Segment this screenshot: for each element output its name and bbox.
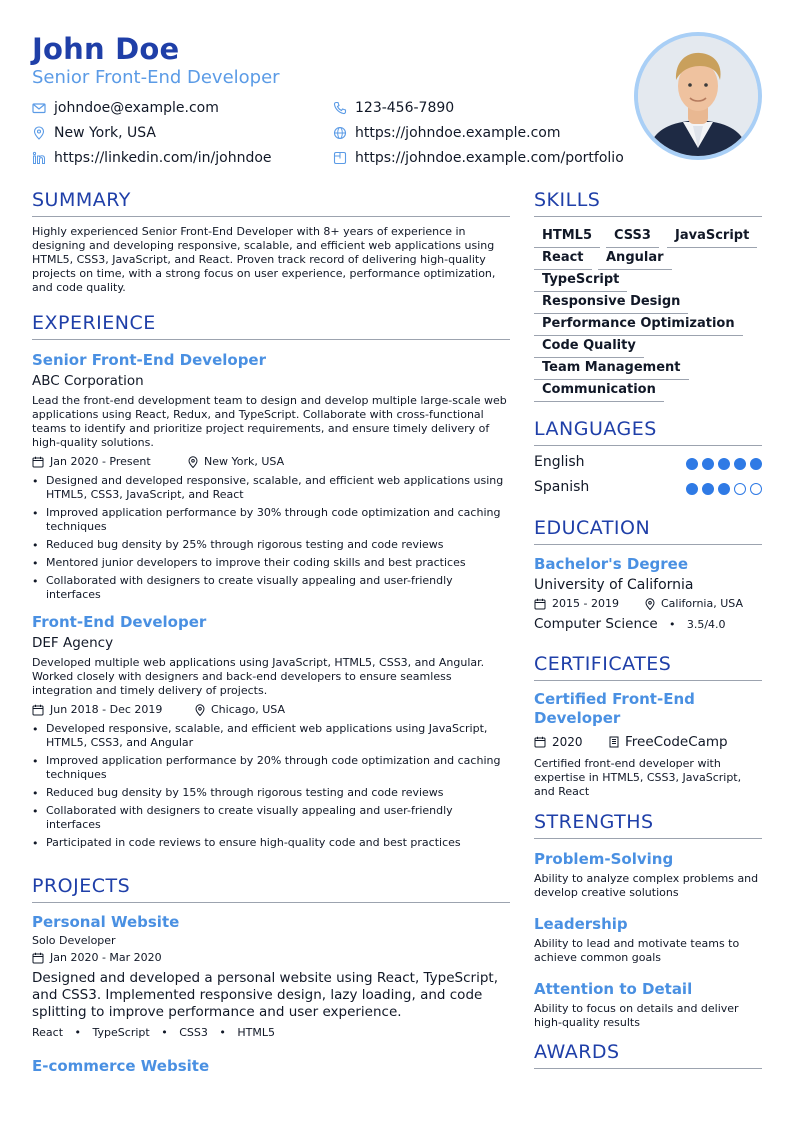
portfolio-icon [333,151,347,165]
strength-text: Ability to lead and motivate teams to achieve common goals [534,937,740,964]
job-meta [32,702,510,718]
job-title: Senior Front-End Developer [32,351,267,369]
level-dot-filled [718,458,730,470]
avatar-portrait-icon [638,36,758,156]
list-item: • Reduced bug density by 25% through rigorous testing and code reviews [32,538,510,552]
language-item [534,454,762,479]
certificate-year: 2020 [552,735,583,749]
certificate-title: Certified Front-End Developer [534,690,695,727]
strengths-section [534,810,762,1030]
linkedin-text: https://linkedin.com/in/johndoe [54,150,272,166]
summary-heading: SUMMARY [32,188,510,217]
summary-text: Highly experienced Senior Front-End Developer with 8+ years of experience in designing and developing responsive, scalable, and efficient web applications using HTML5, CSS3, JavaScript, and React. Proven track record of delivering high-quality projects on time, with a strong focus on user experience, performance optimization, and code quality. [32,225,496,294]
languages-section [534,417,762,504]
certificates-heading: CERTIFICATES [534,652,762,681]
languages-list [534,454,762,504]
skill-tag: React [534,248,592,270]
language-name: Spanish [534,479,590,495]
project-title: Personal Website [32,913,180,931]
tech-tag: React [32,1026,64,1039]
phone-icon [333,101,347,115]
calendar-icon [32,952,44,964]
strength-item [534,914,762,965]
skills-list [534,226,762,402]
portfolio-text: https://johndoe.example.com/portfolio [355,150,624,166]
location-pin-icon [32,126,46,140]
job-entry [32,612,510,850]
resume-header [32,32,632,166]
calendar-icon [534,736,546,748]
skill-tag: JavaScript [667,226,757,248]
list-item: • Participated in code reviews to ensure high-quality code and best practices [32,836,510,850]
certificate-entry [534,690,762,799]
job-meta [32,454,510,470]
education-field-row [534,615,762,633]
list-item: • Designed and developed responsive, scalable, and efficient web applications using HTML5, CSS3, JavaScript, and React [32,474,510,502]
language-item [534,479,762,504]
awards-section [534,1040,762,1069]
job-dates: Jun 2018 - Dec 2019 [50,703,163,716]
strength-title: Leadership [534,915,628,933]
experience-heading: EXPERIENCE [32,311,510,340]
certificate-description: Certified front-end developer with expertise in HTML5, CSS3, JavaScript, and React [534,757,742,798]
globe-icon [333,126,347,140]
location-text: New York, USA [54,125,156,141]
job-dates: Jan 2020 - Present [50,455,151,468]
project-tech-list [32,1026,510,1042]
strength-item [534,979,762,1030]
education-dates: 2015 - 2019 [552,597,619,610]
strength-title: Attention to Detail [534,980,693,998]
separator-dot: • [74,1026,82,1039]
project-dates: Jan 2020 - Mar 2020 [50,951,162,964]
level-dot-filled [702,483,714,495]
level-dot-empty [734,483,746,495]
list-item: • Developed responsive, scalable, and efficient web applications using JavaScript, HTML5, CSS3, and Angular [32,722,510,750]
skill-tag: HTML5 [534,226,600,248]
level-dot-filled [750,458,762,470]
job-location: Chicago, USA [211,703,285,716]
strength-title: Problem-Solving [534,850,674,868]
school-name: University of California [534,577,694,593]
awards-heading: AWARDS [534,1040,762,1069]
location-pin-icon [194,704,206,716]
level-dot-filled [702,458,714,470]
language-level [686,458,762,470]
education-heading: EDUCATION [534,516,762,545]
tech-tag: HTML5 [237,1026,275,1039]
certificates-section [534,652,762,799]
calendar-icon [534,598,546,610]
project-entry [32,1056,510,1076]
project-entry [32,912,510,1042]
email-text: johndoe@example.com [54,100,219,116]
candidate-name: John Doe [32,32,180,66]
strength-text: Ability to focus on details and deliver high-quality results [534,1002,739,1029]
job-title: Front-End Developer [32,613,207,631]
list-item: • Collaborated with designers to create visually appealing and user-friendly interfaces [32,804,510,832]
calendar-icon [32,456,44,468]
project-title: E-commerce Website [32,1057,210,1075]
level-dot-empty [750,483,762,495]
skill-tag: Responsive Design [534,292,688,314]
education-location: California, USA [661,597,743,610]
linkedin-icon [32,151,46,165]
degree-title: Bachelor's Degree [534,555,688,573]
email-icon [32,101,46,115]
job-company: DEF Agency [32,635,114,651]
phone-text: 123-456-7890 [355,100,455,116]
website-text: https://johndoe.example.com [355,125,561,141]
level-dot-filled [686,458,698,470]
list-item: • Mentored junior developers to improve their coding skills and best practices [32,556,510,570]
location-pin-icon [644,598,656,610]
tech-tag: TypeScript [92,1026,150,1039]
job-bullets [32,722,510,850]
list-item: • Improved application performance by 30% through code optimization and caching techniques [32,506,510,534]
education-section [534,516,762,633]
project-role: Solo Developer [32,934,116,947]
skills-section [534,188,762,402]
project-meta [32,950,510,966]
location-pin-icon [187,456,199,468]
job-description: Lead the front-end development team to design and develop multiple large-scale web applications using React, Redux, and TypeScript. Collaborate with cross-functional teams to identify and prioritize project requirements, and ensure timely delivery of high-quality solutions. [32,394,507,449]
level-dot-filled [686,483,698,495]
list-item: • Reduced bug density by 15% through rigorous testing and code reviews [32,786,510,800]
skill-tag: Code Quality [534,336,644,358]
skill-tag: Performance Optimization [534,314,743,336]
skill-tag: TypeScript [534,270,627,292]
education-meta [534,596,762,612]
projects-section [32,874,510,1076]
strength-text: Ability to analyze complex problems and develop creative solutions [534,872,759,899]
experience-section [32,311,510,854]
job-description: Developed multiple web applications using JavaScript, HTML5, CSS3, and Angular. Worked closely with designers and back-end developers to ensure seamless integration and timely delivery of projects. [32,656,485,697]
skill-tag: Angular [598,248,672,270]
skill-tag: CSS3 [606,226,659,248]
projects-heading: PROJECTS [32,874,510,903]
gpa-value: 3.5/4.0 [686,618,726,631]
separator-dot: • [669,618,676,631]
list-item: • Improved application performance by 20% through code optimization and caching techniques [32,754,510,782]
separator-dot: • [219,1026,226,1039]
tech-tag: CSS3 [179,1026,208,1039]
certificate-issuer: FreeCodeCamp [625,734,728,750]
skill-tag: Team Management [534,358,689,380]
languages-heading: LANGUAGES [534,417,762,446]
strength-item [534,849,762,900]
level-dot-filled [718,483,730,495]
job-entry [32,350,510,602]
skills-heading: SKILLS [534,188,762,217]
project-description: Designed and developed a personal website using React, TypeScript, and CSS3. Implemented responsive design, lazy loading, and code splitting to improve performance and user experience. [32,970,498,1020]
candidate-title: Senior Front-End Developer [32,67,280,88]
list-item: • Collaborated with designers to create visually appealing and user-friendly interfaces [32,574,510,602]
language-name: English [534,454,585,470]
field-of-study: Computer Science [534,616,658,632]
language-level [686,483,762,495]
level-dot-filled [734,458,746,470]
summary-section [32,188,510,295]
job-bullets [32,474,510,602]
strengths-heading: STRENGTHS [534,810,762,839]
profile-photo [634,32,762,160]
job-company: ABC Corporation [32,373,144,389]
calendar-icon [32,704,44,716]
separator-dot: • [161,1026,168,1039]
education-entry [534,554,762,633]
institution-icon [608,736,620,748]
skill-tag: Communication [534,380,664,402]
certificate-meta [534,733,762,751]
job-location: New York, USA [204,455,285,468]
